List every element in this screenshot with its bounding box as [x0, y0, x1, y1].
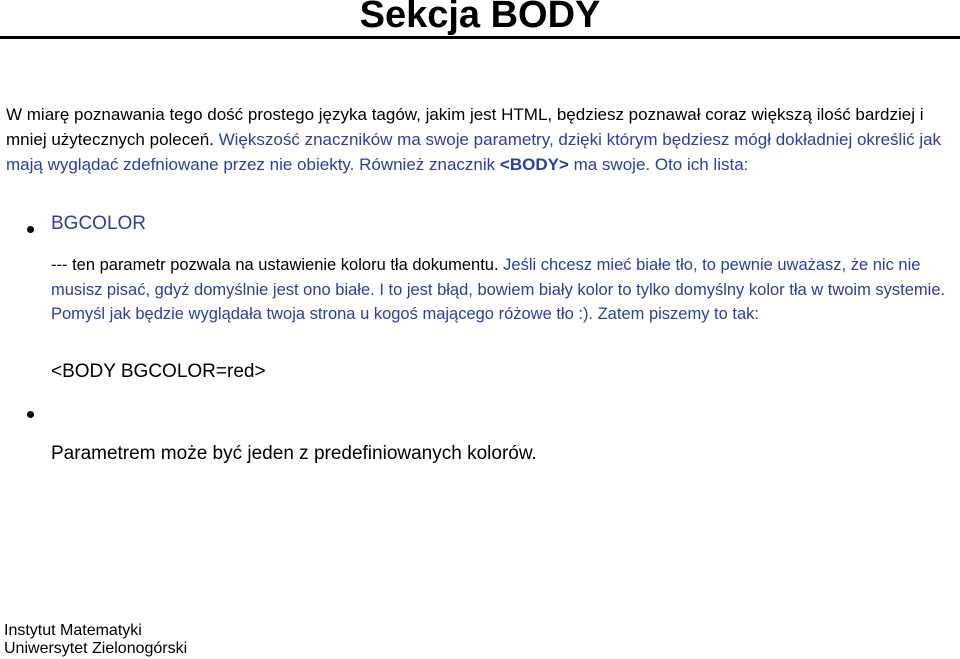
footer-university: Uniwersytet Zielonogórski [4, 640, 188, 657]
list-item-description [51, 253, 956, 327]
description-text-1: --- ten parametr pozwala na ustawienie koloru tła dokumentu. [51, 256, 504, 274]
list-item-term: BGCOLOR [51, 213, 147, 234]
page-title: Sekcja BODY [359, 0, 601, 36]
code-example: <BODY BGCOLOR=red> [51, 361, 266, 382]
intro-text-1: W miarę poznawania tego dość prostego języka tagów, jakim jest HTML, będziesz poznawał coraz większą ilość bardziej i mniej użytecznych poleceń. [6, 105, 924, 149]
note-text: Parametrem może być jeden z predefiniowanych kolorów. [51, 443, 537, 464]
footer-institute: Instytut Matematyki [4, 622, 142, 639]
intro-text-2: Większość znaczników ma swoje parametry, dzięki którym będziesz mógł dokładniej określić jak mają wyglądać zdefniowane przez nie obiekty. Również znacznik [6, 130, 942, 174]
title-divider [0, 36, 960, 39]
intro-paragraph [6, 102, 954, 177]
bullet-icon [27, 226, 34, 233]
intro-body-tag: <BODY> [499, 155, 569, 174]
intro-text-3: ma swoje. Oto ich lista: [568, 155, 749, 174]
bullet-icon [27, 411, 34, 418]
description-text-2: Jeśli chcesz mieć białe tło, to pewnie uważasz, że nic nie musisz pisać, gdyż domyślnie jest ono białe. I to jest błąd, bowiem biały kolor to tylko domyślny kolor tła w twoim systemie. Pomyśl jak będzie wyglądała twoja strona u kogoś mającego różowe tło :). Zatem piszemy to tak: [51, 256, 946, 323]
